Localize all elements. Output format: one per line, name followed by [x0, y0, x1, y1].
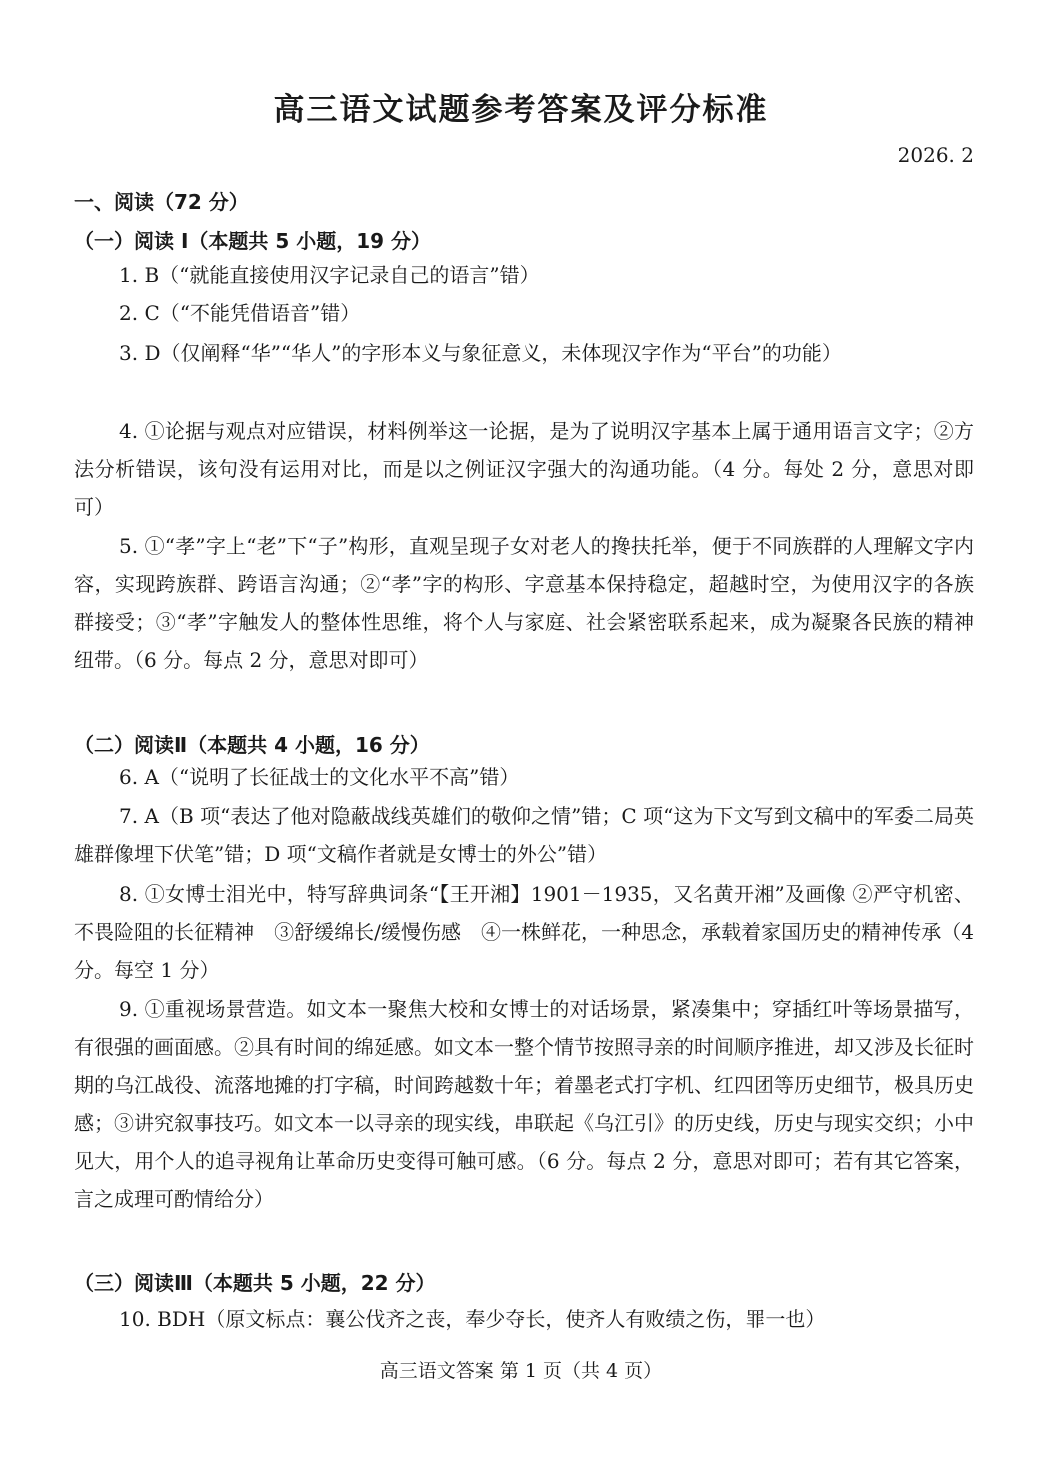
- answer-item-10: 10. BDH（原文标点：襄公伐齐之丧，奉少夺长，使齐人有败绩之伤，罪一也）: [119, 1307, 826, 1331]
- answer-item-3: 3. D（仅阐释“华”“华人”的字形本义与象征意义，未体现汉字作为“平台”的功能）: [119, 341, 842, 365]
- section-heading-reading-1: （一）阅读 I（本题共 5 小题，19 分）: [74, 229, 432, 253]
- answer-item-1: 1. B（“就能直接使用汉字记录自己的语言”错）: [119, 263, 540, 287]
- page-title: 高三语文试题参考答案及评分标准: [273, 92, 769, 128]
- answer-item-5: 5. ①“孝”字上“老”下“子”构形，直观呈现子女对老人的搀扶托举，便于不同族群的人理解文字内容，实现跨族群、跨语言沟通；②“孝”字的构形、字意基本保持稳定，超越时空，为使用汉字的各族群接受；③“孝”字触发人的整体性思维，将个人与家庭、社会紧密联系起来，成为凝聚各民族的精神纽带。（6 分。每点 2 分，意思对即可）: [74, 534, 974, 672]
- answer-item-2: 2. C（“不能凭借语音”错）: [119, 301, 361, 325]
- section-heading-reading-2: （二）阅读Ⅱ（本题共 4 小题，16 分）: [74, 733, 430, 757]
- page-footer: 高三语文答案 第 1 页（共 4 页）: [379, 1360, 663, 1382]
- section-heading-reading: 一、阅读（72 分）: [74, 190, 249, 214]
- answer-item-8: 8. ①女博士泪光中，特写辞典词条“【王开湘】1901－1935，又名黄开湘”及画像 ②严守机密、不畏险阻的长征精神 ③舒缓绵长/缓慢伤感 ④一株鲜花，一种思念，承载着家国历史的精神传承（4 分。每空 1 分）: [74, 882, 974, 982]
- answer-item-9: 9. ①重视场景营造。如文本一聚焦大校和女博士的对话场景，紧凑集中；穿插红叶等场景描写，有很强的画面感。②具有时间的绵延感。如文本一整个情节按照寻亲的时间顺序推进，却又涉及长征时期的乌江战役、流落地摊的打字稿，时间跨越数十年；着墨老式打字机、红四团等历史细节，极具历史感；③讲究叙事技巧。如文本一以寻亲的现实线，串联起《乌江引》的历史线，历史与现实交织；小中见大，用个人的追寻视角让革命历史变得可触可感。（6 分。每点 2 分，意思对即可；若有其它答案，言之成理可酌情给分）: [74, 997, 974, 1211]
- answer-item-7: 7. A（B 项“表达了他对隐蔽战线英雄们的敬仰之情”错；C 项“这为下文写到文稿中的军委二局英雄群像埋下伏笔”错；D 项“文稿作者就是女博士的外公”错）: [74, 804, 974, 866]
- section-heading-reading-3: （三）阅读Ⅲ（本题共 5 小题，22 分）: [74, 1271, 436, 1295]
- date: 2026. 2: [897, 143, 974, 167]
- answer-item-6: 6. A（“说明了长征战士的文化水平不高”错）: [119, 765, 520, 789]
- answer-item-4: 4. ①论据与观点对应错误，材料例举这一论据，是为了说明汉字基本上属于通用语言文字；②方法分析错误，该句没有运用对比，而是以之例证汉字强大的沟通功能。（4 分。每处 2 分，意思对即可）: [74, 419, 974, 519]
